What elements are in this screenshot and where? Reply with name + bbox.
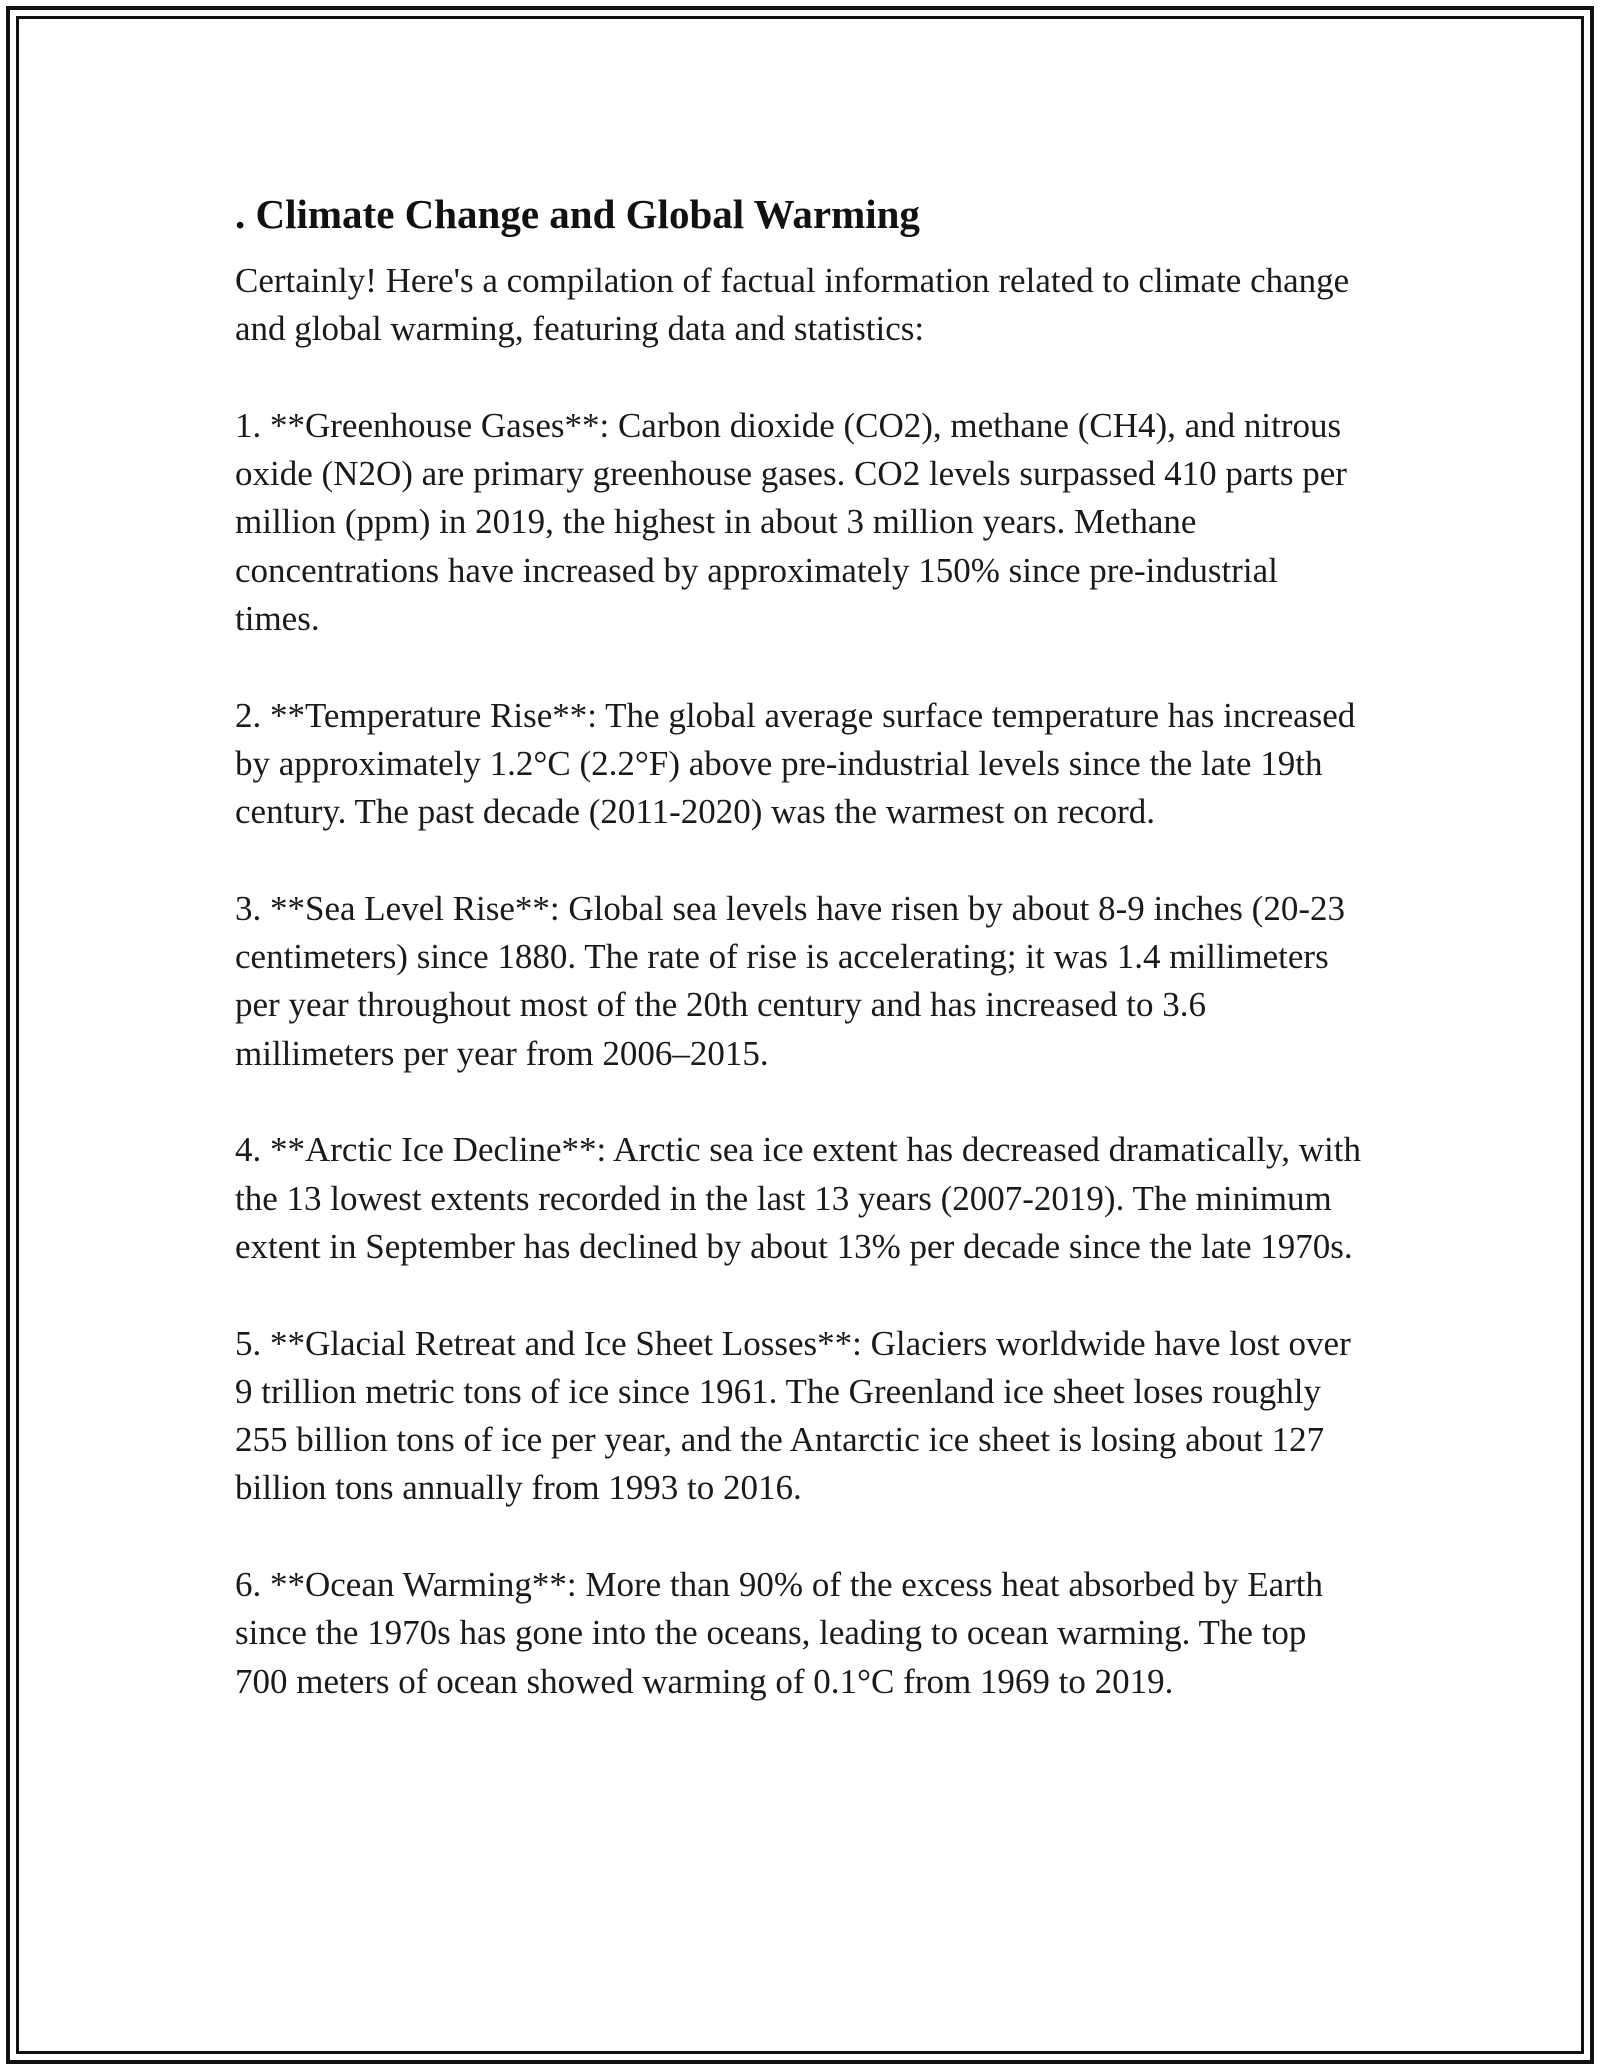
list-item: 6. **Ocean Warming**: More than 90% of the excess heat absorbed by Earth since the 1970s has gone into the oceans, leading to ocean warming. The top 700 meters of ocean showed warming of 0.1°C from 1969 to 2019. — [235, 1565, 1324, 1701]
document-title: . Climate Change and Global Warming — [235, 191, 920, 237]
document-body — [235, 185, 1365, 1754]
list-item: 2. **Temperature Rise**: The global average surface temperature has increased by approximately 1.2°C (2.2°F) above pre-industrial levels since the late 19th century. The past decade (2011-2020) was the warmest on record. — [235, 695, 1356, 832]
intro-paragraph: Certainly! Here's a compilation of factual information related to climate change and global warming, featuring data and statistics: — [235, 261, 1350, 349]
list-item: 3. **Sea Level Rise**: Global sea levels have risen by about 8-9 inches (20-23 centimeters) since 1880. The rate of rise is accelerating; it was 1.4 millimeters per year throughout most of the 20th century and has increased to 3.6 millimeters per year from 2006–2015. — [235, 888, 1345, 1073]
list-item: 5. **Glacial Retreat and Ice Sheet Losses**: Glaciers worldwide have lost over 9 trillion metric tons of ice since 1961. The Greenland ice sheet loses roughly 255 billion tons of ice per year, and the Antarctic ice sheet is losing about 127 billion tons annually from 1993 to 2016. — [235, 1323, 1351, 1508]
list-item: 4. **Arctic Ice Decline**: Arctic sea ice extent has decreased dramatically, with the 13 lowest extents recorded in the last 13 years (2007-2019). The minimum extent in September has declined by about 13% per decade since the late 1970s. — [235, 1130, 1361, 1266]
list-item: 1. **Greenhouse Gases**: Carbon dioxide (CO2), methane (CH4), and nitrous oxide (N2O) are primary greenhouse gases. CO2 levels surpassed 410 parts per million (ppm) in 2019, the highest in about 3 million years. Methane concentrations have increased by approximately 150% since pre-industrial times. — [235, 405, 1347, 639]
